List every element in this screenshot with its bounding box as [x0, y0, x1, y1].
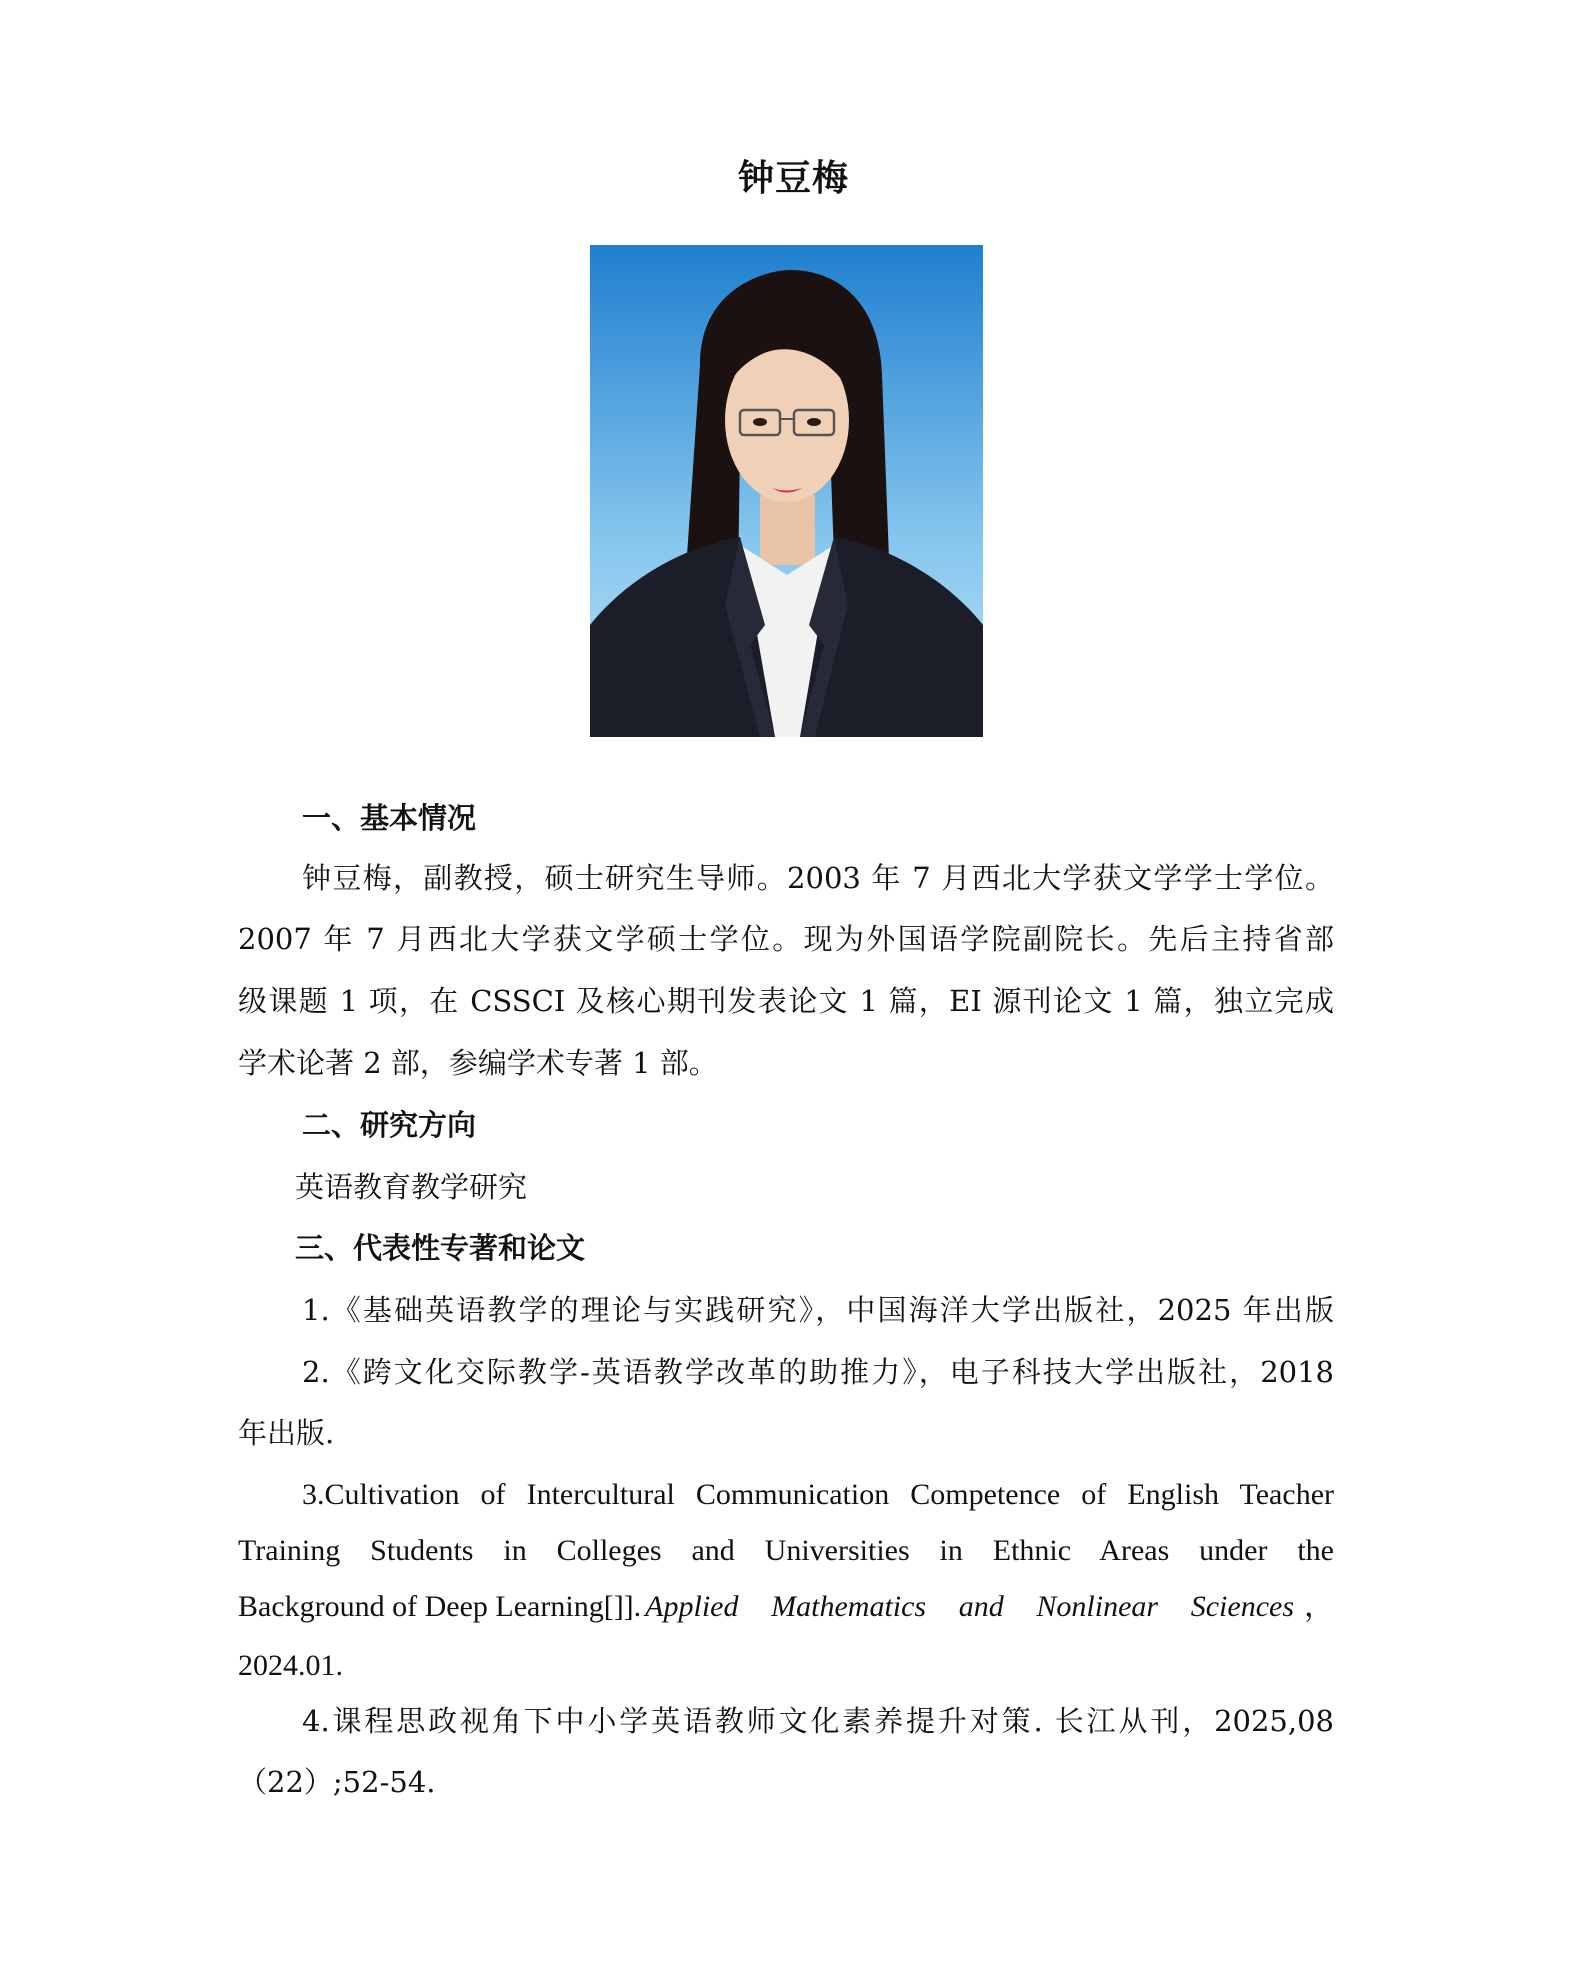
section-heading-research: 二、研究方向 — [302, 1108, 477, 1142]
basic-paragraph-line-3: 级课题 1 项，在 CSSCI 及核心期刊发表论文 1 篇，EI 源刊论文 1 篇，独立完成 — [238, 984, 1334, 1018]
journal-title: Applied Mathematics and Nonlinear Sciences — [645, 1590, 1294, 1623]
page-title: 钟豆梅 — [737, 157, 849, 199]
portrait-photo — [590, 245, 983, 737]
work-item-1: 1.《基础英语教学的理论与实践研究》，中国海洋大学出版社，2025 年出版 — [302, 1293, 1334, 1327]
work-item-3-comma: ， — [1304, 1590, 1334, 1623]
basic-paragraph-line-4: 学术论著 2 部，参编学术专著 1 部。 — [238, 1046, 718, 1080]
research-direction-text: 英语教育教学研究 — [295, 1170, 528, 1204]
section-heading-works: 三、代表性专著和论文 — [295, 1231, 586, 1265]
basic-paragraph-line-1: 钟豆梅，副教授，硕士研究生导师。2003 年 7 月西北大学获文学学士学位。 — [302, 861, 1334, 895]
basic-paragraph-line-2: 2007 年 7 月西北大学获文学硕士学位。现为外国语学院副院长。先后主持省部 — [238, 922, 1334, 956]
portrait-image — [590, 245, 983, 737]
work-item-3-line-4: 2024.01. — [238, 1649, 343, 1682]
work-item-4-line-1: 4.课程思政视角下中小学英语教师文化素养提升对策. 长江从刊，2025,08 — [302, 1704, 1334, 1738]
work-item-4-line-2: （22）;52-54. — [238, 1765, 436, 1799]
work-item-3-line-1: 3.Cultivation of Intercultural Communication Competence of English Teacher — [302, 1478, 1334, 1511]
work-item-2-line-1: 2.《跨文化交际教学-英语教学改革的助推力》，电子科技大学出版社，2018 — [302, 1355, 1334, 1389]
work-item-2-line-2: 年出版. — [238, 1416, 335, 1450]
work-item-3-line-3 — [238, 1589, 1334, 1625]
section-heading-basic: 一、基本情况 — [302, 801, 477, 835]
work-item-3-citation-start: Background of Deep Learning[]]. — [238, 1590, 642, 1623]
work-item-3-line-2: Training Students in Colleges and Universities in Ethnic Areas under the — [238, 1534, 1334, 1567]
